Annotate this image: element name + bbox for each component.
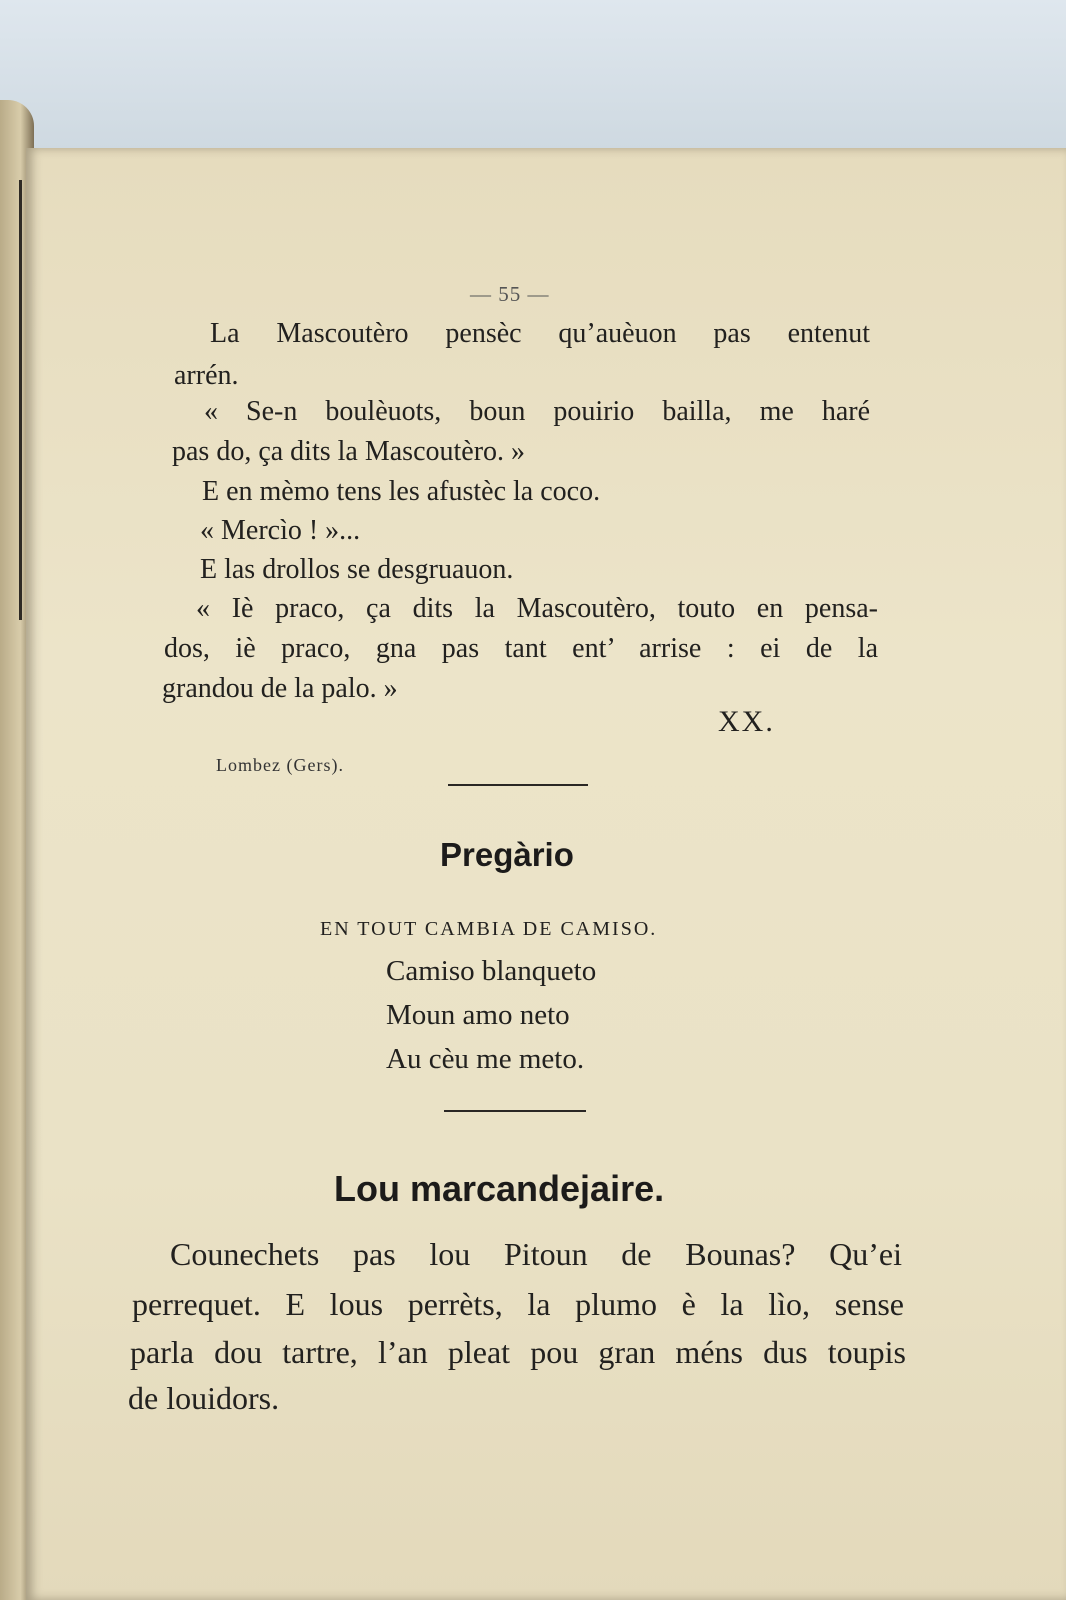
pregario-title: Pregàrio bbox=[440, 836, 574, 873]
story-line-1: La Mascoutèro pensèc qu’auèuon pas entenut bbox=[210, 318, 870, 349]
marcandejaire-line-4: de louidors. bbox=[128, 1380, 280, 1416]
story-line-7: E las drollos se desgruauon. bbox=[200, 554, 514, 585]
story-line-3: « Se-n boulèuots, boun pouirio bailla, me haré bbox=[204, 396, 870, 427]
verse-line-3: Au cèu me meto. bbox=[386, 1043, 585, 1075]
marcandejaire-line-2: perrequet. E lous perrèts, la plumo è la lìo, sense bbox=[132, 1286, 904, 1322]
marcandejaire-title: Lou marcandejaire. bbox=[334, 1168, 665, 1209]
marcandejaire-line-1: Counechets pas lou Pitoun de Bounas? Qu’ei bbox=[170, 1236, 902, 1272]
story-line-2: arrén. bbox=[174, 360, 239, 391]
background-surface bbox=[0, 0, 1066, 160]
story-line-10: grandou de la palo. » bbox=[162, 673, 398, 704]
story-line-5: E en mèmo tens les afustèc la coco. bbox=[202, 476, 601, 507]
section-divider-1 bbox=[448, 784, 588, 786]
section-divider-2 bbox=[444, 1110, 586, 1112]
verse-line-1: Camiso blanqueto bbox=[386, 955, 597, 987]
story-line-6: « Mercìo ! »... bbox=[200, 515, 361, 546]
binding-line bbox=[19, 180, 22, 620]
marcandejaire-line-3: parla dou tartre, l’an pleat pou gran méns dus toupis bbox=[130, 1334, 906, 1370]
page-number: — 55 — bbox=[470, 282, 550, 306]
signature: XX. bbox=[718, 705, 775, 738]
story-line-8: « Iè praco, ça dits la Mascoutèro, touto en pensa- bbox=[196, 593, 878, 624]
pregario-subtitle: EN TOUT CAMBIA DE CAMISO. bbox=[320, 918, 658, 940]
story-line-4: pas do, ça dits la Mascoutèro. » bbox=[172, 436, 526, 467]
place-line: Lombez (Gers). bbox=[216, 755, 344, 775]
story-line-9: dos, iè praco, gna pas tant ent’ arrise : ei de la bbox=[164, 633, 878, 664]
verse-line-2: Moun amo neto bbox=[386, 999, 570, 1031]
